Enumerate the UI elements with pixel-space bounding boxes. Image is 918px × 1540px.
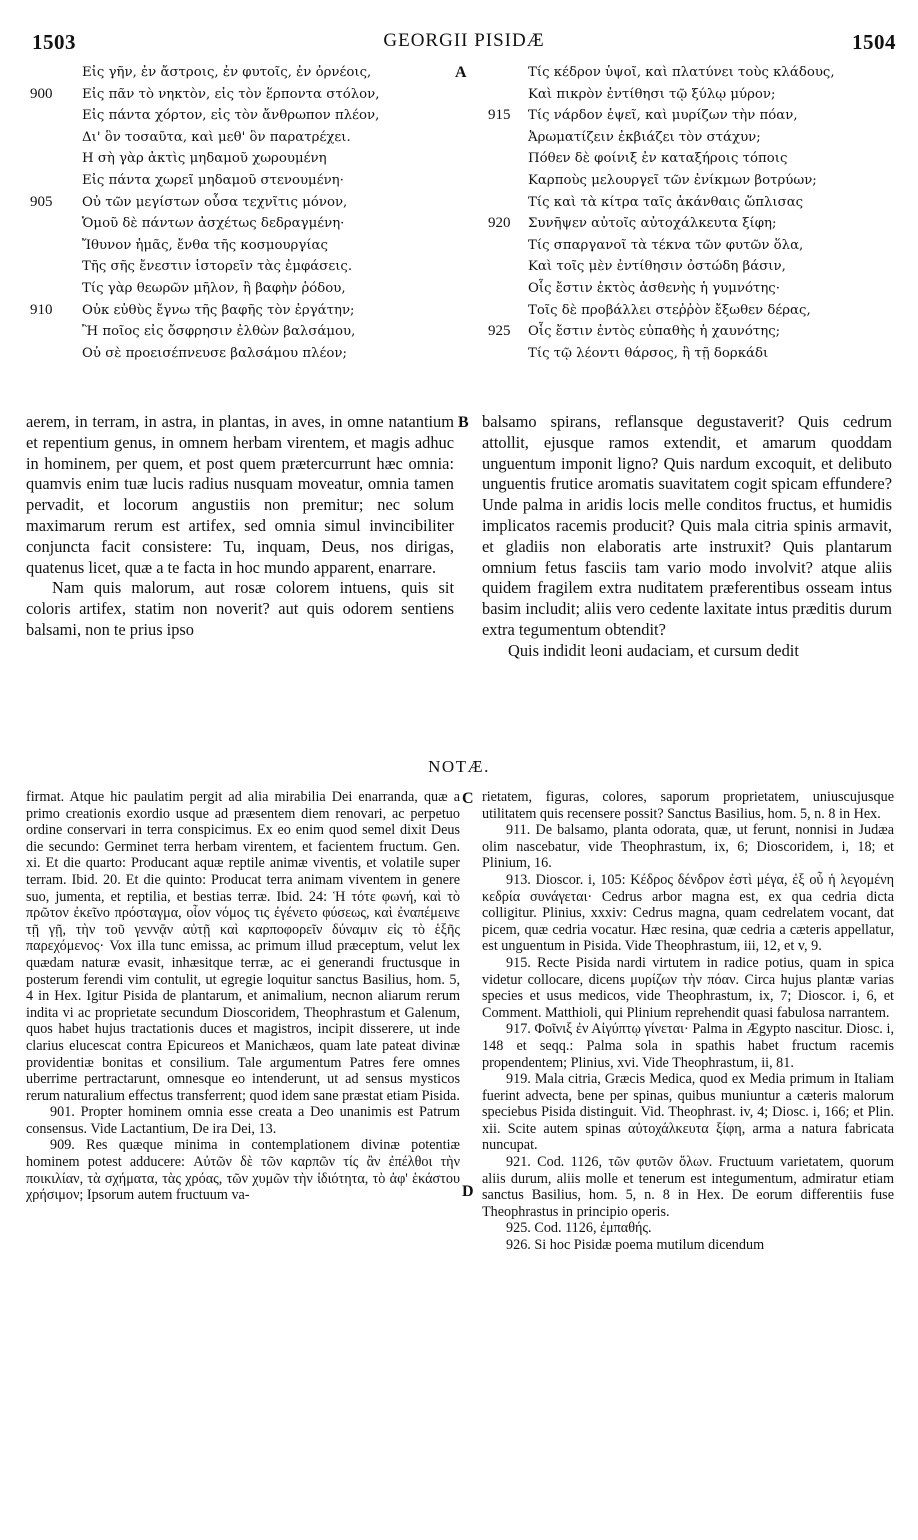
margin-marker-a: A bbox=[455, 64, 467, 81]
verse-text: Εἰς γῆν, ἐν ἄστροις, ἐν φυτοῖς, ἐν ὀρνέοις, bbox=[82, 65, 372, 80]
verse-text: Οὐ σὲ προεισέπνευσε βαλσάμου πλέον; bbox=[82, 345, 347, 361]
greek-verse-right-column bbox=[488, 62, 903, 392]
verse-text: Καρποὺς μελουργεῖ τῶν ἐνίκμων βοτρύων; bbox=[528, 172, 817, 188]
verse-text: Εἰς πάντα χόρτον, εἰς τὸν ἄνθρωπον πλέον, bbox=[82, 108, 380, 124]
running-title: GEORGII PISIDÆ bbox=[383, 30, 545, 51]
note-paragraph: 921. Cod. 1126, τῶν φυτῶν ὅλων. Fructuum varietatem, quorum aliis durum, aliis molle et tenerum est integumentum, admiratur etiam sanctus Basilius, hom. 5, n. 8 in Hex. De eorum differentiis fuse Theophrastus in principio operis. bbox=[482, 1154, 894, 1220]
verse-line bbox=[30, 321, 455, 343]
verse-line bbox=[488, 148, 903, 170]
verse-line bbox=[488, 321, 903, 343]
verse-line bbox=[30, 256, 455, 278]
verse-line bbox=[30, 343, 455, 365]
verse-text: Ἀρωματίζειν ἐκβιάζει τὸν στάχυν; bbox=[528, 129, 761, 145]
verse-text: Τίς τῷ λέοντι θάρσος, ἢ τῇ δορκάδι bbox=[528, 345, 769, 361]
page-header bbox=[28, 30, 900, 54]
note-paragraph: 926. Si hoc Pisidæ poema mutilum dicendum bbox=[506, 1237, 765, 1254]
verse-text: Ὁμοῦ δὲ πάντων ἀσχέτως δεδραγμένη· bbox=[82, 216, 345, 232]
verse-text: Τῆς σῆς ἔνεστιν ἱστορεῖν τὰς ἐμφάσεις. bbox=[82, 259, 353, 275]
note-paragraph: firmat. Atque hic paulatim pergit ad alia mirabilia Dei enarranda, quæ a primo creationis exordio usque ad præsentem diem renovari, ac perpetuo ordine conservari in terra conspicimus. Ex eo enim quod semel dixit Deus die secundo: Germinet terra herbam virentem, et facientem fructum. Gen. xi. Et die quarto: Producant aquæ reptile animæ viventis, et volatile super terram. Ibid. 20. Et die quinto: Producat terra animam viventem in genere suo, jumenta, et reptilia, et bestias terræ. Ibid. 24: Ἡ τότε φωνή, καὶ τὸ πρῶτον ἐκεῖνο πρόσταγμα, οἷον νόμος τις ἐγένετο φύσεως, καὶ ἐναπέμεινε τῇ γῇ, τὴν τοῦ γεννᾷν αὐτῇ καὶ καρποφορεῖν δύναμιν εἰς τὸ ἑξῆς παρεχόμενος· Vox illa tunc emissa, ac primum illud præceptum, velut lex quædam naturæ evasit, inhæsitque terræ, ac ei generandi fructusque in posterum ferendi vim contulit, ut egregie loquitur sanctus Basilius, hom. 5, 4 in Hex. Igitur Pisida de plantarum, et animalium, necnon aliarum rerum indita vi ac proprietate secundum Dioscoridem, Theophrastum et Galenum, quos habet hujus tractationis duces et magistros, incipit disserere, ut inde clarius elucescat contra Epicureos et Manichæos, quam late pateat divinæ providentiæ bonitas et consilium. Tale argumentum Patres fere omnes uberrime pertractarunt, omnesque eo intenderunt, ut ad sensus mysticos rerum naturalium effectus transferrent; quod idem sane præstat etiam Pisida. bbox=[26, 789, 460, 1104]
verse-line bbox=[30, 127, 455, 149]
page-number-right: 1504 bbox=[852, 30, 896, 54]
greek-verse-left-column bbox=[30, 62, 455, 392]
verse-line bbox=[488, 84, 903, 106]
verse-line bbox=[30, 235, 455, 257]
line-number: 920 bbox=[488, 215, 511, 232]
verse-line bbox=[30, 192, 455, 214]
note-paragraph: 909. Res quæque minima in contemplationem divinæ potentiæ hominem potest adducere: Αὐτῶν δὲ τῶν καρπῶν τίς ἂν ἐπέλθοι τὴν ποικιλίαν, τὰ σχήματα, τὰς χρόας, τῶν χυμῶν τὴν ἰδιότητα, τὸ ἀφ' ἑκάστου χρήσιμον; Ipsorum autem fructuum va- bbox=[26, 1137, 460, 1204]
verse-line bbox=[30, 213, 455, 235]
verse-line bbox=[30, 105, 455, 127]
verse-text: Οὐκ εὐθὺς ἔγνω τῆς βαφῆς τὸν ἐργάτην; bbox=[82, 302, 355, 318]
verse-text: Οὐ τῶν μεγίστων οὖσα τεχνῖτις μόνον, bbox=[82, 194, 348, 210]
verse-line bbox=[488, 256, 903, 278]
verse-text: Οἷς ἔστιν ἐντὸς εὐπαθὴς ἡ χαυνότης; bbox=[528, 324, 781, 340]
latin-translation-left-column bbox=[26, 412, 454, 744]
verse-line bbox=[30, 300, 455, 322]
verse-text: Τίς καὶ τὰ κίτρα ταῖς ἀκάνθαις ὥπλισας bbox=[528, 194, 804, 210]
notes-left-column bbox=[26, 789, 460, 1529]
line-number: 925 bbox=[488, 323, 511, 340]
verse-line bbox=[488, 192, 903, 214]
verse-line bbox=[488, 300, 903, 322]
verse-text: Ἴθυνον ἡμᾶς, ἔνθα τῆς κοσμουργίας bbox=[82, 237, 328, 253]
verse-line bbox=[30, 170, 455, 192]
latin-paragraph: Nam quis malorum, aut rosæ colorem intuens, quis sit coloris artifex, statim non noverit? aut quis odorem sentiens balsami, non te prius ipso bbox=[26, 578, 454, 639]
note-paragraph: 913. Dioscor. i, 105: Κέδρος δένδρον ἐστὶ μέγα, ἐξ οὗ ἡ λεγομένη κεδρία συνάγεται· Cedrus arbor magna est, ex qua cedria dicta colligitur. Plinius, xxxiv: Cedrus magna, quam cedrelatem vocant, dat picem, quæ cedria vocatur. Hæc resina, quæ cedria a cæteris appellatur, est unguentum in Pisida. Vide Theophrastum, iii, 12, et v, 9. bbox=[482, 871, 894, 955]
verse-text: Ἢ ποῖος εἰς ὄσφρησιν ἐλθὼν βαλσάμου, bbox=[82, 324, 356, 340]
verse-text: Τίς κέδρον ὑψοῖ, καὶ πλατύνει τοὺς κλάδους, bbox=[528, 65, 835, 80]
verse-line bbox=[30, 278, 455, 300]
note-paragraph: rietatem, figuras, colores, saporum proprietatem, uniuscujusque utilitatem quis recensere possit? Sanctus Basilius, hom. 5, n. 8 in Hex. bbox=[482, 789, 894, 822]
verse-line bbox=[488, 235, 903, 257]
verse-text: Συνῆψεν αὐτοῖς αὐτοχάλκευτα ξίφη; bbox=[528, 216, 777, 232]
latin-paragraph: aerem, in terram, in astra, in plantas, in aves, in omne natantium et repentium genus, in omnem herbam virentem, et magis adhuc in hominem, per quem, et post quem prætercurrunt hæc omnia: quamvis enim tuæ lucis radius nusquam moveatur, omnia tamen pervadit, et locorum angustiis non premitur; nec solum maximarum rerum est artifex, sed omnia simul invincibiliter conjuncta facit consistere: Tu, inquam, Deus, nos dirigas, quatenus licet, quæ a te facta in hoc mundo apparent, enarrare. bbox=[26, 412, 454, 577]
notes-right-column bbox=[482, 789, 894, 1529]
verse-line bbox=[488, 62, 903, 84]
margin-marker-c: C bbox=[462, 790, 474, 807]
margin-marker-d: D bbox=[462, 1183, 474, 1200]
verse-text: Καὶ πικρὸν ἐντίθησι τῷ ξύλῳ μύρον; bbox=[528, 86, 776, 102]
verse-text: Τοῖς δὲ προβάλλει στεῤῥὸν ἔξωθεν δέρας, bbox=[528, 302, 811, 318]
verse-text: Οἷς ἔστιν ἐκτὸς ἀσθενὴς ἡ γυμνότης· bbox=[528, 280, 780, 296]
verse-text: Τίς σπαργανοῖ τὰ τέκνα τῶν φυτῶν ὅλα, bbox=[528, 237, 804, 253]
verse-line bbox=[30, 62, 455, 84]
verse-line bbox=[488, 278, 903, 300]
note-paragraph: 915. Recte Pisida nardi virtutem in radice potius, quam in spica videtur collocare, dicens μυρίζων τὴν πόαν. Circa hujus plantæ varias species et usus medicos, vide Theophrastum, ix, 7; Dioscor. i, 6, et Comment. Matthioli, qui Plinium reprehendit quasi fabulosa narrantem. bbox=[482, 954, 894, 1021]
line-number: 915 bbox=[488, 107, 511, 124]
note-paragraph: 925. Cod. 1126, ἐμπαθής. bbox=[506, 1220, 652, 1237]
note-paragraph: 911. De balsamo, planta odorata, quæ, ut ferunt, nonnisi in Judæa olim nascebatur, vide Theophrastum, ix, 6; Dioscoridem, i, 18; et Plinium, 16. bbox=[482, 822, 894, 872]
margin-marker-b: B bbox=[458, 414, 469, 431]
verse-text: Πόθεν δὲ φοίνιξ ἐν καταξήροις τόποις bbox=[528, 151, 788, 167]
latin-paragraph: Quis indidit leoni audaciam, et cursum dedit bbox=[508, 640, 799, 660]
verse-line bbox=[488, 343, 903, 365]
verse-line bbox=[488, 170, 903, 192]
line-number: 910 bbox=[30, 301, 53, 318]
verse-line bbox=[488, 213, 903, 235]
note-paragraph: 917. Φοῖνιξ ἐν Αἰγύπτῳ γίνεται· Palma in Ægypto nascitur. Diosc. i, 148 et seqq.: Palma sola in spathis habet fructum racemis propendentem; Plinius, xvi. Vide Theophrastum, ii, 81. bbox=[482, 1021, 894, 1071]
verse-text: Τίς νάρδον ἑψεῖ, καὶ μυρίζων τὴν πόαν, bbox=[528, 108, 798, 124]
verse-text: Εἰς πάντα χωρεῖ μηδαμοῦ στενουμένη· bbox=[82, 172, 344, 188]
latin-translation-right-column bbox=[482, 412, 892, 744]
verse-text: Η σὴ γὰρ ἀκτὶς μηδαμοῦ χωρουμένη bbox=[82, 151, 327, 167]
notes-heading: NOTÆ. bbox=[428, 757, 490, 776]
note-paragraph: 919. Mala citria, Græcis Medica, quod ex Media primum in Italiam fuerint advecta, bene per spinas, quibus muniuntur a cæteris malorum speciebus Pisida distinguit. Vid. Theophrast. iv, 4; Diosc. i, 166; et Plin. xii. Scite autem spinas αὐτοχάλκευτα ξίφη, arma a natura fabricata nuncupat. bbox=[482, 1071, 894, 1154]
verse-text: Καὶ τοῖς μὲν ἐντίθησιν ὀστώδη βάσιν, bbox=[528, 259, 786, 275]
verse-line bbox=[30, 84, 455, 106]
line-number: 900 bbox=[30, 85, 53, 102]
page-number-left: 1503 bbox=[32, 30, 76, 54]
verse-line bbox=[30, 148, 455, 170]
verse-text: Τίς γὰρ θεωρῶν μῆλον, ἢ βαφὴν ῥόδου, bbox=[82, 280, 346, 296]
latin-paragraph: balsamo spirans, reflansque degustaverit? Quis cedrum attollit, ejusque ramos extendit, et amarum quoddam unguentum imponit ligno? Quis nardum excoquit, et delibuto unguentis frutice aromatis suavitatem cogit spicam effundere? Unde palma in aridis locis melle conditos fructus, et humidis implicatos racemis producit? Quis mala citria spinis armavit, et gladiis non elaboratis arte instruxit? Quis plantarum omnium fetus fasciis tam vario modo involvit? atque aliis quidem fragilem extra nuditatem præferentibus osseam intus basim includit; aliis vero cedente laxitate intus præditis durum extra tegumentum obtendit? bbox=[482, 412, 892, 639]
verse-line bbox=[488, 127, 903, 149]
line-number: 905 bbox=[30, 193, 53, 210]
verse-text: Δι' ὃν τοσαῦτα, καὶ μεθ' ὃν παρατρέχει. bbox=[82, 129, 351, 145]
note-paragraph: 901. Propter hominem omnia esse creata a Deo unanimis est Patrum consensus. Vide Lactantium, De ira Dei, 13. bbox=[26, 1104, 460, 1137]
verse-line bbox=[488, 105, 903, 127]
verse-text: Εἰς πᾶν τὸ νηκτὸν, εἰς τὸν ἕρποντα στόλον, bbox=[82, 86, 380, 102]
